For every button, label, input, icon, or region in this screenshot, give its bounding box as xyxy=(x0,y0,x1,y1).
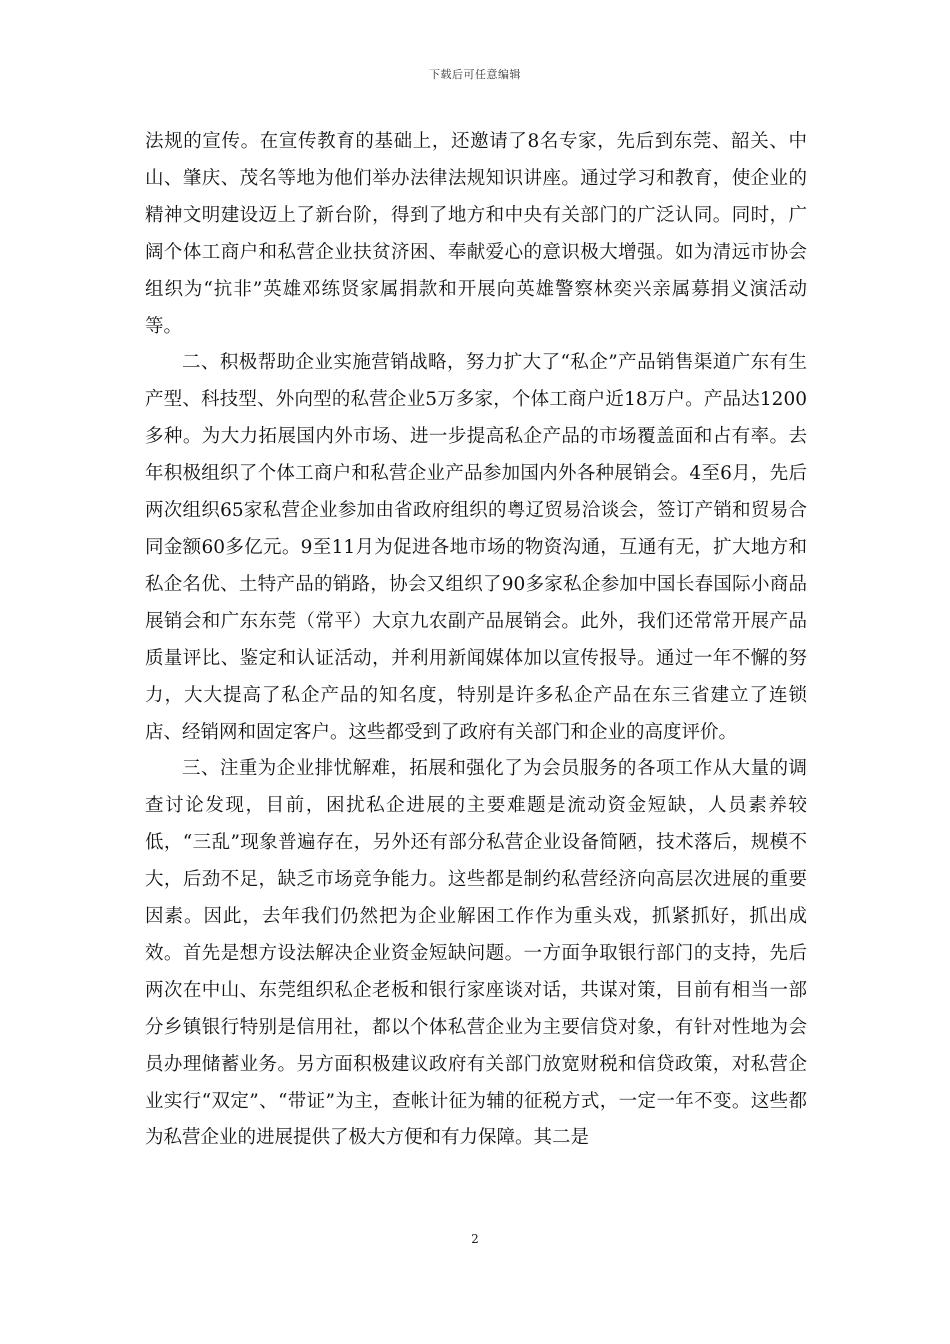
page-header: 下载后可任意编辑 xyxy=(429,68,521,81)
page-number: 2 xyxy=(471,1232,479,1246)
paragraph-continuation: 法规的宣传。在宣传教育的基础上，还邀请了8名专家，先后到东莞、韶关、中山、肇庆、茂名等地为他们举办法律法规知识讲座。通过学习和教育，使企业的精神文明建设迈上了新台阶，得到了地方和中央有关部门的广泛认同。同时，广阔个体工商户和私营企业扶贫济困、奉献爱心的意识极大增强。如为清远市协会组织为“抗非”英雄邓练贤家属捐款和开展向英雄警察林奕兴亲属募捐义演活动等。 xyxy=(145,131,807,337)
document-body xyxy=(145,124,807,1157)
paragraph-member-services: 三、注重为企业排忧解难，拓展和强化了为会员服务的各项工作从大量的调查讨论发现，目前，困扰私企进展的主要难题是流动资金短缺，人员素养较低，“三乱”现象普遍存在，另外还有部分私营企业设备简陋，技术落后，规模不大，后劲不足，缺乏市场竞争能力。这些都是制约私营经济向高层次进展的重要因素。因此，去年我们仍然把为企业解困工作作为重头戏，抓紧抓好，抓出成效。首先是想方设法解决企业资金短缺问题。一方面争取银行部门的支持，先后两次在中山、东莞组织私企老板和银行家座谈对话，共谋对策，目前有相当一部分乡镇银行特别是信用社，都以个体私营企业为主要信贷对象，有针对性地为会员办理储蓄业务。另方面积极建议政府有关部门放宽财税和信贷政策，对私营企业实行“双定”、“带证”为主，查帐计征为辅的征税方式，一定一年不变。这些都为私营企业的进展提供了极大方便和有力保障。其二是 xyxy=(145,758,807,1149)
paragraph-marketing-strategy: 二、积极帮助企业实施营销战略，努力扩大了“私企”产品销售渠道广东有生产型、科技型、外向型的私营企业5万多家，个体工商户近18万户。产品达1200多种。为大力拓展国内外市场、进一步提高私企产品的市场覆盖面和占有率。去年积极组织了个体工商户和私营企业产品参加国内外各种展销会。4至6月，先后两次组织65家私营企业参加由省政府组织的粤辽贸易洽谈会，签订产销和贸易合同金额60多亿元。9至11月为促进各地市场的物资沟通，互通有无，扩大地方和私企名优、土特产品的销路，协会又组织了90多家私企参加中国长春国际小商品展销会和广东东莞（常平）大京九农副产品展销会。此外，我们还常常开展产品质量评比、鉴定和认证活动，并利用新闻媒体加以宣传报导。通过一年不懈的努力，大大提高了私企产品的知名度，特别是许多私企产品在东三省建立了连锁店、经销网和固定客户。这些都受到了政府有关部门和企业的高度评价。 xyxy=(145,352,807,743)
